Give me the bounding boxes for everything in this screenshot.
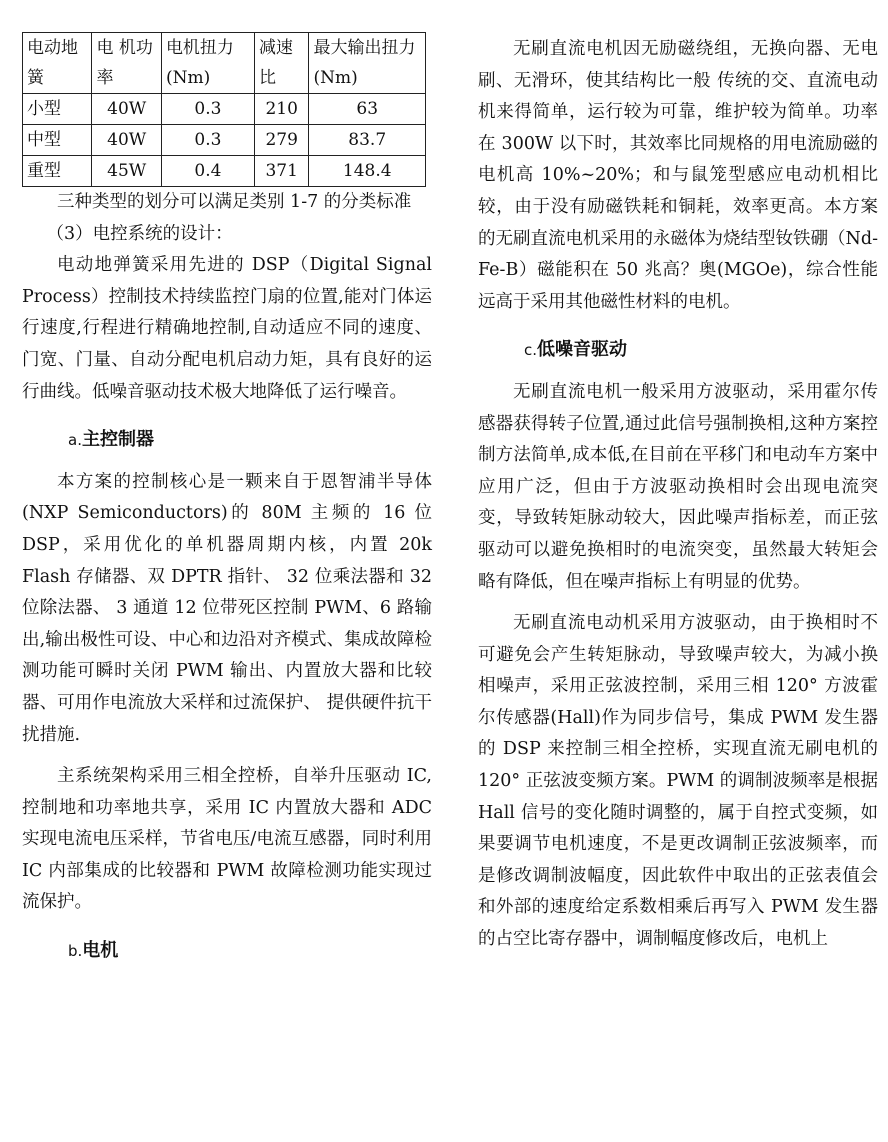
paragraph: 本方案的控制核心是一颗来自于恩智浦半导体(NXP Semiconductors)的 80M 主频的 16 位 DSP，采用优化的单机器周期内核，内置 20k Flash 存储器、双 DPTR 指针、 32 位乘法器和 32 位除法器、 3 通道 12 位带死区控制 PWM、6 路输出,输出极性可设、中心和边沿对齐模式、集成故障检测功能可瞬时关闭 PWM 输出、内置放大器和比较器、可用作电流放大采样和过流保护、 提供硬件抗干扰措施.	[22, 471, 432, 745]
table-cell: 371	[254, 156, 309, 187]
table-cell: 小型	[23, 94, 92, 125]
table-cell: 重型	[23, 156, 92, 187]
section-heading-a	[22, 424, 432, 457]
paragraph: 三种类型的划分可以满足类别 1-7 的分类标准	[57, 192, 412, 212]
table-row	[23, 94, 426, 125]
table-cell: 40W	[92, 94, 161, 125]
heading-text: 主控制器	[81, 429, 154, 451]
table-cell: 0.4	[161, 156, 254, 187]
paragraph: 主系统架构采用三相全控桥，自举升压驱动 IC,控制地和功率地共享，采用 IC 内置放大器和 ADC 实现电流电压采样，节省电压/电流互感器，同时利用 IC 内部集成的比较器和 PWM 故障检测功能实现过流保护。	[22, 766, 432, 913]
heading-text: 低噪音驱动	[537, 339, 628, 361]
table-cell: 45W	[92, 156, 161, 187]
paragraph: 无刷直流电机因无励磁绕组，无换向器、无电刷、无滑环，使其结构比一般 传统的交、直流电动机来得简单，运行较为可靠，维护较为简单。功率在 300W 以下时，其效率比同规格的用电流励磁的电机高 10%~20%；和与鼠笼型感应电动机相比较，由于没有励磁铁耗和铜耗，效率更高。本方案的无刷直流电机采用的永磁体为烧结型钕铁硼（Nd-Fe-B）磁能积在 50 兆高？奥(MGOe)，综合性能远高于采用其他磁性材料的电机。	[478, 39, 878, 312]
table-cell: 中型	[23, 125, 92, 156]
left-column	[22, 0, 432, 968]
table-cell: 83.7	[309, 125, 426, 156]
table-header-row	[23, 33, 426, 94]
table-cell: 0.3	[161, 94, 254, 125]
heading-label: c.	[524, 341, 538, 360]
section-heading-b	[22, 935, 432, 968]
table-cell: 0.3	[161, 125, 254, 156]
table-cell: 279	[254, 125, 309, 156]
paragraph: 电动地弹簧采用先进的 DSP（Digital Signal Process）控制技术持续监控门扇的位置,能对门体运行速度,行程进行精确地控制,自动适应不同的速度、门宽、门量、自动分配电机启动力矩，具有良好的运行曲线。低噪音驱动技术极大地降低了运行噪音。	[22, 255, 432, 402]
table-header-cell: 最大输出扭力(Nm)	[309, 33, 426, 94]
table-cell: 148.4	[309, 156, 426, 187]
paragraph: （3）电控系统的设计：	[46, 223, 233, 244]
table-row	[23, 125, 426, 156]
table-cell: 210	[254, 94, 309, 125]
paragraph: 无刷直流电机一般采用方波驱动，采用霍尔传感器获得转子位置,通过此信号强制换相,这种方案控制方法简单,成本低,在目前在平移门和电动车方案中应用广泛，但由于方波驱动换相时会出现电流突变，导致转矩脉动较大，因此噪声指标差，而正弦驱动可以避免换相时的电流突变，虽然最大转矩会略有降低，但在噪声指标上有明显的优势。	[478, 381, 878, 592]
heading-label: b.	[68, 942, 83, 961]
spec-table	[22, 32, 426, 187]
paragraph: 无刷直流电动机采用方波驱动，由于换相时不可避免会产生转矩脉动，导致噪声较大，为减小换相噪声，采用正弦波控制，采用三相 120° 方波霍尔传感器(Hall)作为同步信号，集成 PWM 发生器的 DSP 来控制三相全控桥，实现直流无刷电机的 120° 正弦波变频方案。PWM 的调制波频率是根据 Hall 信号的变化随时调整的，属于自控式变频，如果要调节电机速度，不是更改调制正弦波频率，而是修改调制波幅度，因此软件中取出的正弦表值会和外部的速度给定系数相乘后再写入 PWM 发生器的占空比寄存器中，调制幅度修改后，电机上	[478, 613, 878, 950]
section-heading-c	[478, 334, 878, 367]
right-column	[478, 0, 878, 956]
table-cell: 63	[309, 94, 426, 125]
table-row	[23, 156, 426, 187]
table-cell: 40W	[92, 125, 161, 156]
heading-label: a.	[68, 431, 82, 450]
table-header-cell: 电 机功率	[92, 33, 161, 94]
heading-text: 电机	[82, 940, 119, 962]
table-header-cell: 电动地簧	[23, 33, 92, 94]
table-header-cell: 减速比	[254, 33, 309, 94]
table-header-cell: 电机扭力(Nm)	[161, 33, 254, 94]
